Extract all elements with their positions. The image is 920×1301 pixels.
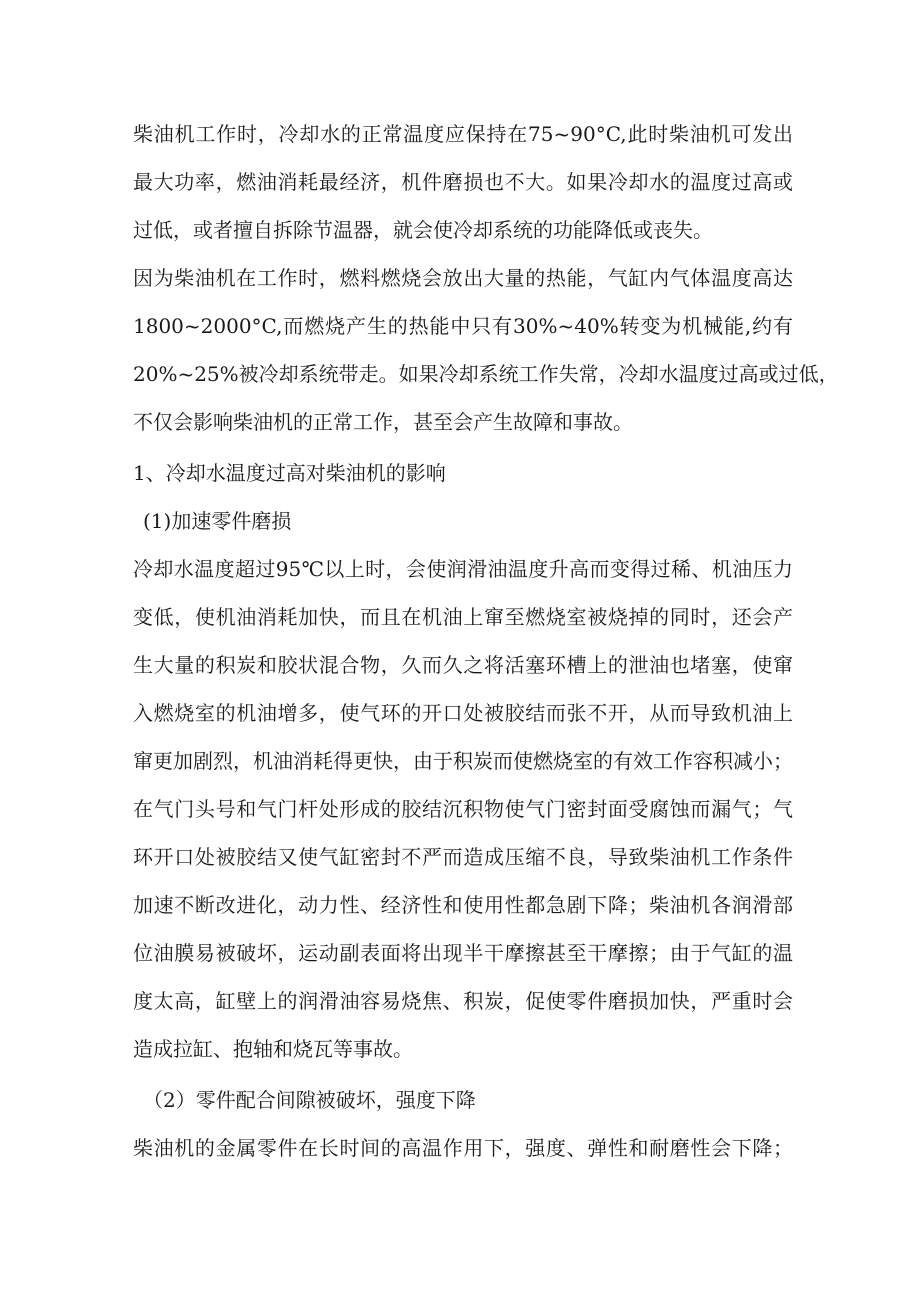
- text-line: 环开口处被胶结又使气缸密封不严而造成压缩不良，导致柴油机工作条件: [133, 845, 793, 869]
- text-line: 20%~25%被冷却系统带走。如果冷却系统工作失常，冷却水温度过高或过低，: [133, 362, 839, 386]
- section-heading: 1、冷却水温度过高对柴油机的影响: [133, 461, 446, 485]
- text-line: 加速不断改进化，动力性、经济性和使用性都急剧下降；柴油机各润滑部: [133, 893, 793, 917]
- subsection-heading: (1)加速零件磨损: [143, 509, 292, 533]
- text-line: 冷却水温度超过95℃以上时，会使润滑油温度升高而变得过稀、机油压力: [133, 557, 793, 581]
- text-line: 柴油机工作时，冷却水的正常温度应保持在75~90°C,此时柴油机可发出: [133, 122, 793, 146]
- text-line: 最大功率，燃油消耗最经济，机件磨损也不大。如果冷却水的温度过高或: [133, 170, 793, 194]
- text-line: 因为柴油机在工作时，燃料燃烧会放出大量的热能，气缸内气体温度高达: [133, 266, 793, 290]
- text-line: 1800~2000°C,而燃烧产生的热能中只有30%~40%转变为机械能,约有: [133, 314, 793, 338]
- text-line: 度太高，缸壁上的润滑油容易烧焦、积炭，促使零件磨损加快，严重时会: [133, 989, 793, 1013]
- subsection-heading: （2）零件配合间隙被破坏，强度下降: [143, 1088, 476, 1112]
- text-line: 入燃烧室的机油增多，使气环的开口处被胶结而张不开，从而导致机油上: [133, 701, 793, 725]
- text-line: 窜更加剧烈，机油消耗得更快，由于积炭而使燃烧室的有效工作容积减小；: [133, 749, 793, 773]
- text-line: 在气门头号和气门杆处形成的胶结沉积物使气门密封面受腐蚀而漏气；气: [133, 797, 793, 821]
- text-line: 过低，或者擅自拆除节温器，就会使冷却系统的功能降低或丧失。: [133, 218, 713, 242]
- text-line: 不仅会影响柴油机的正常工作，甚至会产生故障和事故。: [133, 410, 633, 434]
- text-line: 位油膜易被破坏，运动副表面将出现半干摩擦甚至干摩擦；由于气缸的温: [133, 941, 793, 965]
- text-line: 变低，使机油消耗加快，而且在机油上窜至燃烧室被烧掉的同时，还会产: [133, 605, 793, 629]
- text-line: 柴油机的金属零件在长时间的高温作用下，强度、弹性和耐磨性会下降；: [133, 1136, 793, 1160]
- text-line: 生大量的积炭和胶状混合物，久而久之将活塞环槽上的泄油也堵塞，使窜: [133, 653, 793, 677]
- text-line: 造成拉缸、抱轴和烧瓦等事故。: [133, 1037, 413, 1061]
